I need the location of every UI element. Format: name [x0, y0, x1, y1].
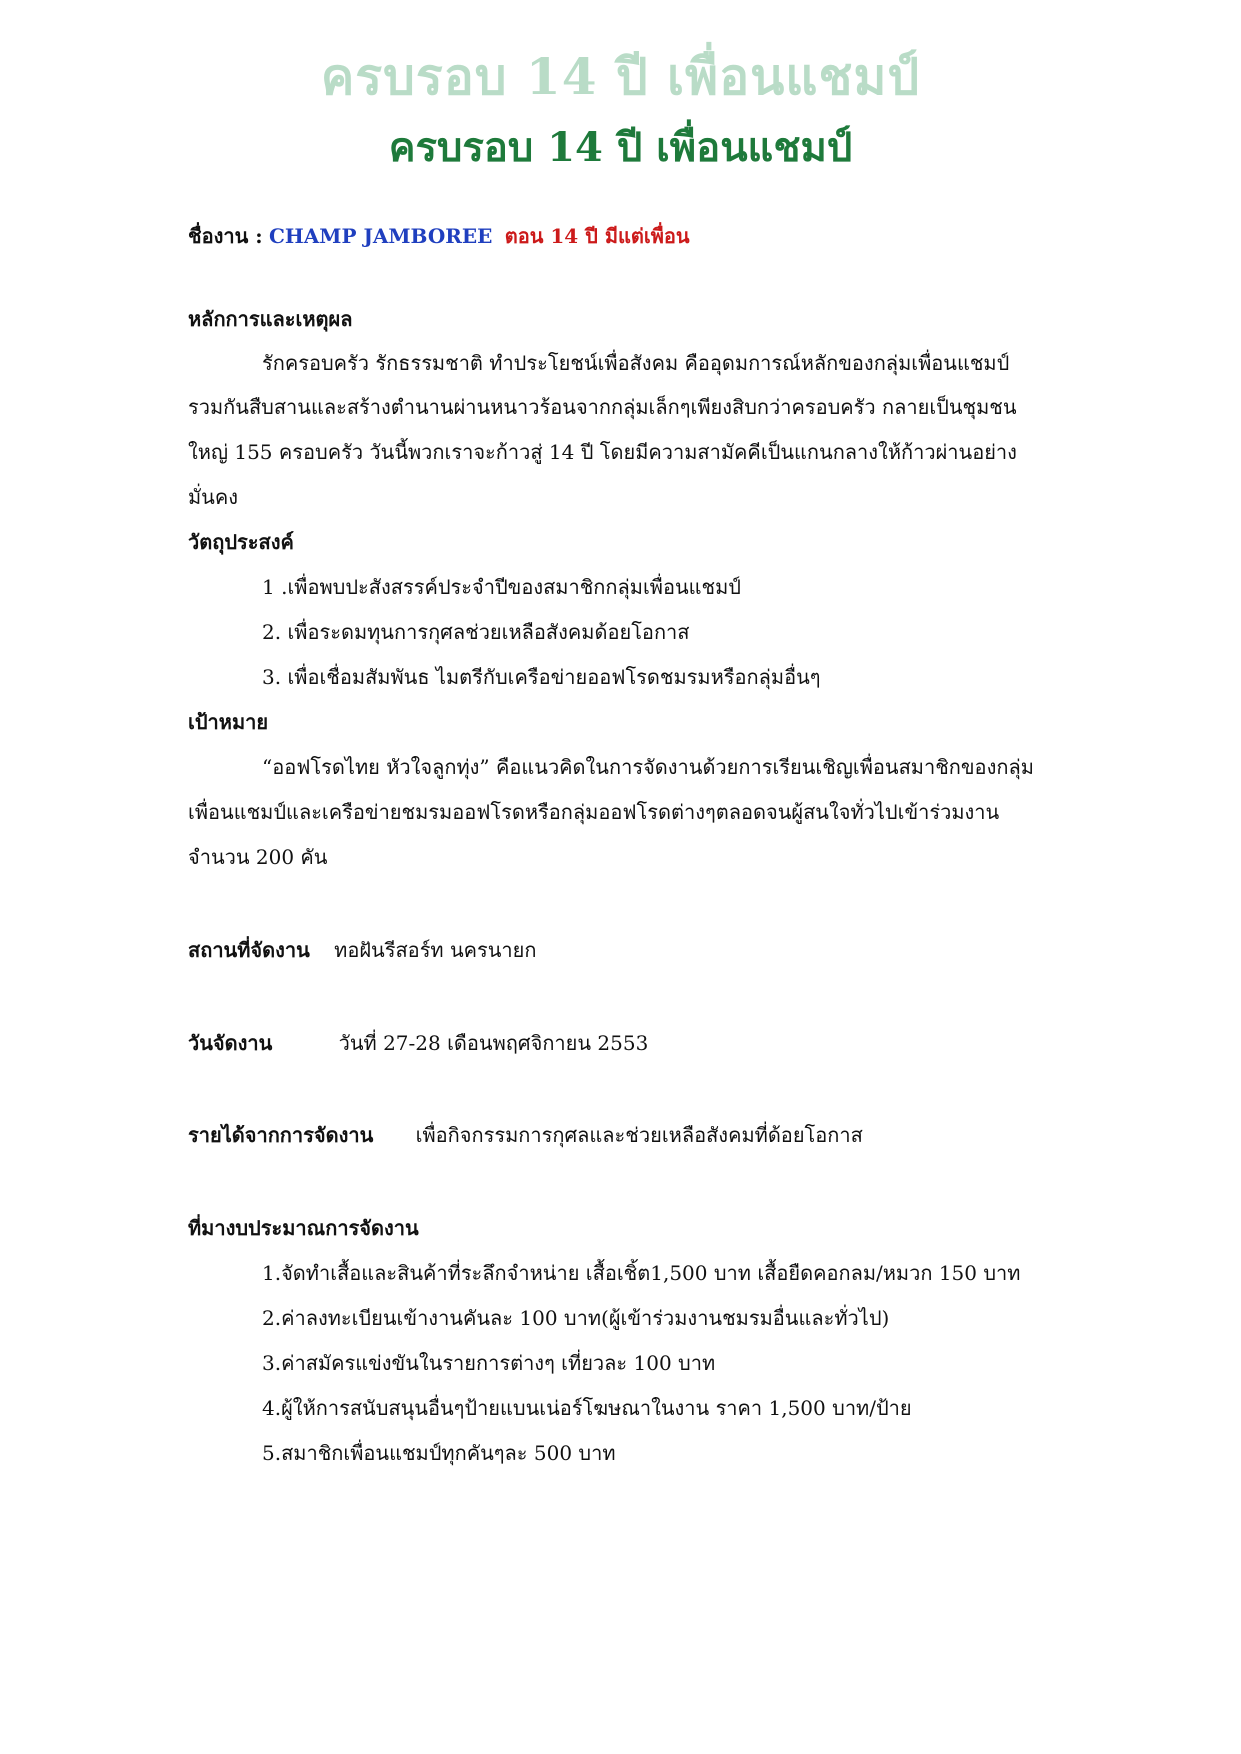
event-name-line — [188, 223, 690, 249]
objective-item: 2. เพื่อระดมทุนการกุศลช่วยเหลือสังคมด้อยโอกาส — [262, 620, 690, 644]
date-value: วันที่ 27-28 เดือนพฤศจิกายน 2553 — [338, 1031, 649, 1055]
principles-line: มั่นคง — [188, 485, 238, 509]
goal-line: “ออฟโรดไทย หัวใจลูกทุ่ง” คือแนวคิดในการจัดงานด้วยการเรียนเชิญเพื่อนสมาชิกของกลุ่ม — [262, 755, 1034, 779]
objective-item: 1 .เพื่อพบปะสังสรรค์ประจำปีของสมาชิกกลุ่มเพื่อนแชมป์ — [262, 575, 742, 599]
objectives-heading: วัตถุประสงค์ — [188, 530, 294, 554]
budget-item: 1.จัดทำเสื้อและสินค้าที่ระลึกจำหน่าย เสื้อเชิ้ต1,500 บาท เสื้อยืดคอกลม/หมวก 150 บาท — [262, 1261, 1021, 1285]
goal-line: จำนวน 200 คัน — [188, 845, 328, 869]
title-shadow: ครบรอบ 14 ปี เพื่อนแชมป์ — [320, 47, 921, 106]
date-label: วันจัดงาน — [188, 1031, 273, 1055]
event-name-label: ชื่องาน : — [188, 224, 263, 248]
budget-item: 2.ค่าลงทะเบียนเข้างานคันละ 100 บาท(ผู้เข้าร่วมงานชมรมอื่นและทั่วไป) — [262, 1306, 890, 1330]
page-title: ครบรอบ 14 ปี เพื่อนแชมป์ — [388, 124, 853, 171]
income-value: เพื่อกิจกรรมการกุศลและช่วยเหลือสังคมที่ด้อยโอกาส — [415, 1123, 863, 1147]
principles-line: ใหญ่ 155 ครอบครัว วันนี้พวกเราจะก้าวสู่ 14 ปี โดยมีความสามัคคีเป็นแกนกลางให้ก้าวผ่านอย่าง — [188, 440, 1017, 464]
budget-item: 3.ค่าสมัครแข่งขันในรายการต่างๆ เที่ยวละ 100 บาท — [262, 1351, 716, 1375]
budget-item: 4.ผู้ให้การสนับสนุนอื่นๆป้ายแบนเน่อร์โฆษณาในงาน ราคา 1,500 บาท/ป้าย — [262, 1396, 912, 1420]
date-line — [188, 1030, 648, 1056]
income-line — [188, 1122, 863, 1148]
event-name-thai: ตอน 14 ปี มีแต่เพื่อน — [504, 224, 690, 248]
principles-line: รักครอบครัว รักธรรมชาติ ทำประโยชน์เพื่อสังคม คืออุดมการณ์หลักของกลุ่มเพื่อนแชมป์ — [262, 351, 1010, 375]
venue-line — [188, 937, 537, 963]
goal-heading: เป้าหมาย — [188, 710, 269, 734]
principles-line: รวมกันสืบสานและสร้างตำนานผ่านหนาวร้อนจากกลุ่มเล็กๆเพียงสิบกว่าครอบครัว กลายเป็นชุมชน — [188, 395, 1017, 419]
budget-item: 5.สมาชิกเพื่อนแชมป์ทุกคันๆละ 500 บาท — [262, 1441, 616, 1465]
budget-heading: ที่มางบประมาณการจัดงาน — [188, 1216, 419, 1240]
goal-line: เพื่อนแชมป์และเครือข่ายชมรมออฟโรดหรือกลุ่มออฟโรดต่างๆตลอดจนผู้สนใจทั่วไปเข้าร่วมงาน — [188, 800, 1000, 824]
event-name-english: CHAMP JAMBOREE — [268, 224, 493, 248]
income-label: รายได้จากการจัดงาน — [188, 1123, 374, 1147]
principles-heading: หลักการและเหตุผล — [188, 307, 353, 331]
objective-item: 3. เพื่อเชื่อมสัมพันธ ไมตรีกับเครือข่ายออฟโรดชมรมหรือกลุ่มอื่นๆ — [262, 665, 821, 689]
venue-label: สถานที่จัดงาน — [188, 938, 310, 962]
venue-value: ทอฝันรีสอร์ท นครนายก — [334, 938, 537, 962]
